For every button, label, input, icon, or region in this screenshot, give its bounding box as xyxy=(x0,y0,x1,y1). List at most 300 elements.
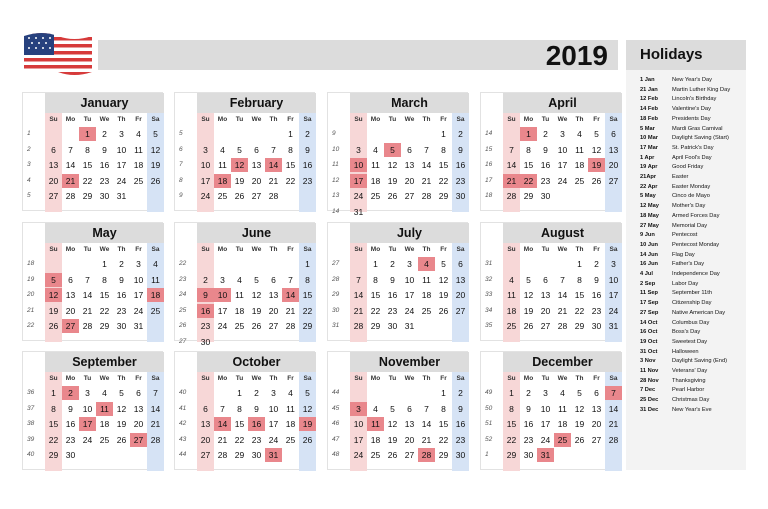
week-number: 5 xyxy=(27,192,31,199)
calendar-date: 5 xyxy=(594,129,599,139)
calendar-date: 23 xyxy=(99,175,110,186)
weekday-label: Mo xyxy=(65,116,76,123)
holiday-date-label: 5 May xyxy=(640,193,656,200)
calendar-date: 2 xyxy=(254,388,259,398)
calendar-date: 27 xyxy=(540,321,551,331)
holiday-date-label: 28 Nov xyxy=(640,377,659,384)
calendar-date: 27 xyxy=(251,191,262,201)
holiday-name: Independence Day xyxy=(672,271,720,277)
weekday-label: Tu xyxy=(541,246,550,253)
calendar-date: 19 xyxy=(387,175,398,186)
calendar-date: 23 xyxy=(455,434,466,445)
calendar-date: 17 xyxy=(353,434,364,445)
calendar-date: 9 xyxy=(305,144,310,155)
calendar-date: 11 xyxy=(507,290,516,300)
week-number: 33 xyxy=(485,291,493,298)
holiday-item xyxy=(626,192,746,202)
holiday-name: Christmas Day xyxy=(672,397,710,404)
holiday-date: 25 xyxy=(554,433,571,447)
month-title: August xyxy=(503,223,622,243)
calendar-date: 28 xyxy=(150,434,161,445)
weekday-label: Sa xyxy=(303,246,312,253)
calendar-date: 20 xyxy=(455,290,466,300)
calendar-date: 15 xyxy=(506,419,517,429)
calendar-date: 15 xyxy=(438,160,449,170)
calendar-date: 17 xyxy=(217,305,228,316)
calendar-date: 10 xyxy=(200,160,211,170)
holiday-date: 11 xyxy=(96,402,113,416)
holiday-date-label: 11 Sep xyxy=(640,290,659,297)
weekday-label: Sa xyxy=(609,116,618,123)
calendar-date: 4 xyxy=(509,274,514,285)
holiday-item xyxy=(626,115,746,125)
week-number: 50 xyxy=(485,404,493,412)
calendar-date: 17 xyxy=(557,160,568,170)
week-number: 27 xyxy=(179,337,187,345)
calendar-date: 3 xyxy=(543,388,548,398)
calendar-date: 1 xyxy=(441,129,446,139)
holiday-name: Flag Day xyxy=(672,251,695,258)
holiday-date-label: 21Apr xyxy=(640,174,657,180)
calendar-date: 22 xyxy=(234,434,245,445)
holiday-date-label: 10 Mar xyxy=(640,135,659,142)
calendar-date: 3 xyxy=(203,144,208,155)
calendar-date: 7 xyxy=(271,144,276,155)
calendar-date: 6 xyxy=(271,274,276,285)
week-number: 27 xyxy=(332,260,340,267)
calendar-date: 6 xyxy=(407,144,412,155)
calendar-date: 17 xyxy=(608,290,619,300)
calendar-date: 18 xyxy=(574,160,585,170)
week-number: 8 xyxy=(179,176,183,184)
calendar-date: 29 xyxy=(99,321,110,331)
month-september xyxy=(22,351,163,470)
calendar-date: 25 xyxy=(150,305,161,316)
holiday-date: 4 xyxy=(418,257,435,271)
holiday-name: Lincoln's Birthday xyxy=(672,96,717,103)
calendar-date: 9 xyxy=(102,144,107,155)
weekday-label: We xyxy=(557,116,568,123)
calendar-date: 29 xyxy=(370,321,381,331)
weekday-label: Su xyxy=(49,116,58,123)
calendar-date: 5 xyxy=(237,144,242,155)
week-number: 41 xyxy=(179,404,187,412)
weekday-label: Mo xyxy=(65,246,76,253)
calendar-date: 24 xyxy=(268,434,279,445)
calendar-date: 20 xyxy=(251,175,262,186)
calendar-date: 25 xyxy=(285,434,296,445)
calendar-date: 28 xyxy=(557,321,568,331)
calendar-date: 10 xyxy=(404,274,415,285)
holiday-name: Daylight Saving (End) xyxy=(672,358,728,365)
calendar-date: 6 xyxy=(254,144,259,155)
holiday-item xyxy=(626,357,746,367)
calendar-date: 6 xyxy=(543,274,548,285)
holiday-date: 28 xyxy=(418,448,435,462)
calendar-date: 14 xyxy=(421,419,432,429)
calendar-date: 16 xyxy=(387,290,398,300)
month-title: July xyxy=(350,223,469,243)
weekday-label: Su xyxy=(354,375,363,382)
month-title: October xyxy=(197,352,316,372)
calendar-date: 20 xyxy=(540,305,551,316)
holiday-name: Easter xyxy=(672,174,689,180)
year-title: 2019 xyxy=(545,40,608,71)
calendar-date: 26 xyxy=(234,191,245,201)
calendar-date: 1 xyxy=(305,259,310,269)
calendar-date: 30 xyxy=(591,321,602,331)
week-number: 37 xyxy=(27,404,35,412)
holiday-date: 1 xyxy=(520,127,537,141)
holiday-item xyxy=(626,251,746,261)
calendar-date: 8 xyxy=(85,144,90,155)
holiday-name: Labor Day xyxy=(672,280,699,287)
calendar-date: 29 xyxy=(523,191,534,201)
calendar-date: 29 xyxy=(82,191,93,201)
holiday-item xyxy=(626,76,746,86)
weekday-label: We xyxy=(404,116,415,123)
holiday-item xyxy=(626,183,746,193)
calendar-date: 19 xyxy=(523,305,534,316)
calendar-date: 17 xyxy=(200,175,211,186)
week-number: 45 xyxy=(332,404,340,412)
calendar-date: 15 xyxy=(438,419,449,429)
calendar-date: 14 xyxy=(150,403,161,414)
holiday-item xyxy=(626,154,746,164)
calendar-date: 29 xyxy=(506,450,517,460)
calendar-date: 5 xyxy=(119,388,124,398)
calendar-date: 14 xyxy=(82,290,93,300)
weekday-label: Tu xyxy=(235,375,244,382)
calendar-date: 11 xyxy=(371,160,380,170)
holiday-date: 17 xyxy=(79,417,96,431)
week-number: 11 xyxy=(332,161,339,168)
calendar-date: 8 xyxy=(509,403,514,414)
holiday-name: Citizenship Day xyxy=(672,300,712,307)
calendar-date: 9 xyxy=(390,274,395,285)
calendar-date: 26 xyxy=(438,305,449,316)
weekday-label: Tu xyxy=(83,116,92,123)
week-number: 23 xyxy=(179,275,187,283)
calendar-date: 13 xyxy=(540,290,551,300)
calendar-date: 31 xyxy=(608,321,619,331)
weekday-label: Th xyxy=(117,246,126,253)
month-april xyxy=(480,92,621,211)
weekday-label: We xyxy=(99,246,110,253)
calendar-date: 13 xyxy=(404,419,415,429)
calendar-date: 2 xyxy=(543,129,548,139)
month-october xyxy=(174,351,315,470)
holiday-date-label: 1 Jan xyxy=(640,77,655,83)
week-number: 44 xyxy=(332,389,340,396)
calendar-date: 20 xyxy=(133,419,144,429)
calendar-date: 30 xyxy=(455,191,466,201)
calendar-date: 15 xyxy=(285,160,296,170)
weekday-label: Tu xyxy=(235,246,244,253)
holiday-item xyxy=(626,260,746,270)
calendar-date: 2 xyxy=(526,388,531,398)
calendar-date: 23 xyxy=(302,175,313,186)
holiday-item xyxy=(626,289,746,299)
calendar-date: 16 xyxy=(65,419,76,429)
calendar-date: 30 xyxy=(200,336,211,347)
holiday-item xyxy=(626,280,746,290)
weekday-label: Mo xyxy=(523,116,534,123)
calendar-date: 18 xyxy=(285,419,296,429)
calendar-date: 28 xyxy=(421,191,432,201)
holiday-name: New Year's Day xyxy=(672,77,712,83)
holiday-name: Pentecost xyxy=(672,232,698,239)
week-number: 19 xyxy=(27,275,35,283)
week-number: 17 xyxy=(485,176,493,184)
calendar-date: 22 xyxy=(302,305,313,316)
calendar-date: 2 xyxy=(458,388,463,398)
calendar-date: 12 xyxy=(523,290,534,300)
holiday-name: Native American Day xyxy=(672,309,726,316)
calendar-date: 10 xyxy=(116,144,127,155)
calendar-date: 28 xyxy=(217,450,228,460)
calendar-date: 27 xyxy=(268,321,279,331)
calendar-date: 25 xyxy=(234,321,245,331)
calendar-date: 22 xyxy=(48,434,59,445)
weekday-label: Mo xyxy=(65,375,76,382)
weekday-label: Sa xyxy=(303,375,312,382)
weekday-label: Th xyxy=(422,375,431,382)
holiday-item xyxy=(626,202,746,212)
calendar-date: 8 xyxy=(441,403,446,414)
calendar-date: 22 xyxy=(574,305,585,316)
holiday-date: 21 xyxy=(62,174,79,188)
calendar-date: 19 xyxy=(48,305,59,316)
calendar-date: 7 xyxy=(509,144,514,155)
calendar-date: 18 xyxy=(421,290,432,300)
calendar-date: 2 xyxy=(119,259,124,269)
calendar-date: 3 xyxy=(220,274,225,285)
calendar-date: 15 xyxy=(574,290,585,300)
calendar-date: 16 xyxy=(455,419,466,429)
weekday-label: Su xyxy=(354,246,363,253)
holiday-item xyxy=(626,95,746,105)
week-number: 35 xyxy=(485,322,493,329)
weekday-label: Th xyxy=(117,375,126,382)
calendar-date: 24 xyxy=(217,321,228,331)
calendar-date: 28 xyxy=(608,434,619,445)
calendar-date: 13 xyxy=(608,144,619,155)
calendar-date: 1 xyxy=(577,259,582,269)
calendar-date: 23 xyxy=(200,321,211,331)
holiday-name: Halloween xyxy=(672,348,699,355)
weekday-label: Su xyxy=(201,116,210,123)
weekday-label: Su xyxy=(201,375,210,382)
weekday-label: Sa xyxy=(456,116,465,123)
calendar-date: 28 xyxy=(65,191,76,201)
weekday-label: Sa xyxy=(151,116,160,123)
calendar-date: 7 xyxy=(356,274,361,285)
holiday-name: Mother's Day xyxy=(672,203,706,210)
weekday-label: Mo xyxy=(523,375,534,382)
calendar-date: 10 xyxy=(133,274,144,285)
week-number: 4 xyxy=(27,176,31,184)
calendar-date: 17 xyxy=(268,419,279,429)
month-august xyxy=(480,222,621,341)
holiday-name: Presidents Day xyxy=(672,115,711,122)
calendar-date: 13 xyxy=(65,290,76,300)
holiday-name: Martin Luther King Day xyxy=(672,86,731,93)
year-header xyxy=(98,40,618,70)
calendar-date: 11 xyxy=(286,403,295,414)
weekday-label: Sa xyxy=(151,375,160,382)
calendar-date: 12 xyxy=(574,403,585,414)
calendar-date: 2 xyxy=(203,274,208,285)
holiday-item xyxy=(626,231,746,241)
holiday-name: Valentine's Day xyxy=(672,106,711,113)
calendar-date: 26 xyxy=(523,321,534,331)
calendar-date: 31 xyxy=(116,191,127,201)
calendar-date: 2 xyxy=(594,259,599,269)
calendar-date: 19 xyxy=(387,434,398,445)
calendar-date: 16 xyxy=(540,160,551,170)
month-title: April xyxy=(503,93,622,113)
calendar-date: 12 xyxy=(150,144,161,155)
week-number: 29 xyxy=(332,291,340,298)
calendar-date: 20 xyxy=(268,305,279,316)
calendar-date: 7 xyxy=(85,274,90,285)
calendar-date: 4 xyxy=(577,129,582,139)
holiday-date: 11 xyxy=(367,417,384,431)
month-title: May xyxy=(45,223,164,243)
calendar-date: 19 xyxy=(574,419,585,429)
calendar-date: 8 xyxy=(51,403,56,414)
week-number: 26 xyxy=(179,322,187,329)
calendar-date: 24 xyxy=(608,305,619,316)
holiday-item xyxy=(626,125,746,135)
calendar-date: 19 xyxy=(116,419,127,429)
calendar-date: 6 xyxy=(136,388,141,398)
holiday-item xyxy=(626,386,746,396)
week-number: 14 xyxy=(332,207,340,215)
week-number: 12 xyxy=(332,176,340,184)
weekday-label: Fr xyxy=(287,116,294,123)
holiday-date: 18 xyxy=(147,288,164,302)
holiday-item xyxy=(626,105,746,115)
calendar-date: 29 xyxy=(438,450,449,460)
calendar-date: 14 xyxy=(608,403,619,414)
week-number: 18 xyxy=(27,260,35,267)
calendar-date: 20 xyxy=(65,305,76,316)
calendar-date: 3 xyxy=(611,259,616,269)
holiday-item xyxy=(626,144,746,154)
holidays-title: Holidays xyxy=(640,46,703,63)
weekday-label: We xyxy=(251,246,262,253)
calendar-date: 3 xyxy=(356,144,361,155)
week-number: 2 xyxy=(27,145,31,153)
calendar-date: 3 xyxy=(136,259,141,269)
week-number: 10 xyxy=(332,145,340,153)
holiday-date: 14 xyxy=(265,158,282,172)
weekday-label: Sa xyxy=(456,375,465,382)
calendar-date: 10 xyxy=(353,419,364,429)
calendar-date: 10 xyxy=(608,274,619,285)
holiday-date-label: 5 Mar xyxy=(640,125,655,132)
calendar-date: 25 xyxy=(506,321,517,331)
holiday-date-label: 2 Sep xyxy=(640,280,656,287)
calendar-date: 3 xyxy=(407,259,412,269)
calendar-date: 29 xyxy=(48,450,59,460)
holiday-name: Columbus Day xyxy=(672,319,710,326)
month-title: June xyxy=(197,223,316,243)
weekday-label: Su xyxy=(354,116,363,123)
weekday-label: Th xyxy=(269,375,278,382)
calendar-date: 30 xyxy=(540,191,551,201)
calendar-date: 5 xyxy=(526,274,531,285)
calendar-date: 6 xyxy=(611,129,616,139)
holiday-date: 3 xyxy=(350,402,367,416)
month-title: November xyxy=(350,352,469,372)
holiday-item xyxy=(626,270,746,280)
calendar-date: 29 xyxy=(574,321,585,331)
weekday-label: Mo xyxy=(370,246,381,253)
calendar-date: 24 xyxy=(133,305,144,316)
calendar-date: 22 xyxy=(82,175,93,186)
holiday-date-label: 12 Feb xyxy=(640,96,659,103)
calendar-date: 7 xyxy=(288,274,293,285)
weekday-label: Fr xyxy=(287,246,294,253)
calendar-date: 9 xyxy=(458,403,463,414)
calendar-date: 26 xyxy=(302,434,313,445)
calendar-date: 25 xyxy=(370,450,381,460)
week-number: 31 xyxy=(485,260,493,267)
holiday-item xyxy=(626,299,746,309)
holiday-date: 12 xyxy=(231,158,248,172)
holiday-item xyxy=(626,134,746,144)
calendar-date: 17 xyxy=(116,160,127,170)
calendar-date: 19 xyxy=(150,160,161,170)
holiday-name: Pearl Harbor xyxy=(672,387,705,394)
week-number: 24 xyxy=(179,291,187,298)
holiday-date-label: 3 Nov xyxy=(640,358,656,365)
calendar-date: 10 xyxy=(268,403,279,414)
calendar-date: 30 xyxy=(455,450,466,460)
holiday-date: 2 xyxy=(62,386,79,400)
calendar-date: 28 xyxy=(353,321,364,331)
calendar-date: 21 xyxy=(268,175,279,186)
calendar-date: 12 xyxy=(116,403,127,414)
calendar-date: 28 xyxy=(285,321,296,331)
calendar-date: 21 xyxy=(150,419,161,429)
us-flag-icon xyxy=(22,30,94,78)
calendar-date: 13 xyxy=(200,419,211,429)
holiday-date-label: 4 Jul xyxy=(640,271,653,277)
calendar-date: 1 xyxy=(509,388,514,398)
calendar-date: 4 xyxy=(288,388,293,398)
week-number: 18 xyxy=(485,192,493,199)
weekday-label: We xyxy=(557,246,568,253)
calendar-date: 27 xyxy=(404,450,415,460)
calendar-date: 8 xyxy=(441,144,446,155)
weekday-label: Sa xyxy=(303,116,312,123)
calendar-date: 20 xyxy=(591,419,602,429)
calendar-date: 14 xyxy=(506,160,517,170)
week-number: 43 xyxy=(179,435,187,443)
calendar-date: 15 xyxy=(48,419,59,429)
calendar-date: 28 xyxy=(268,191,279,201)
holiday-date-label: 9 Jun xyxy=(640,232,655,239)
calendar-date: 2 xyxy=(102,129,107,139)
weekday-label: Fr xyxy=(440,246,447,253)
weekday-label: Mo xyxy=(370,375,381,382)
holiday-name: Cinco de Mayo xyxy=(672,193,710,200)
holiday-name: Armed Forces Day xyxy=(672,212,720,219)
